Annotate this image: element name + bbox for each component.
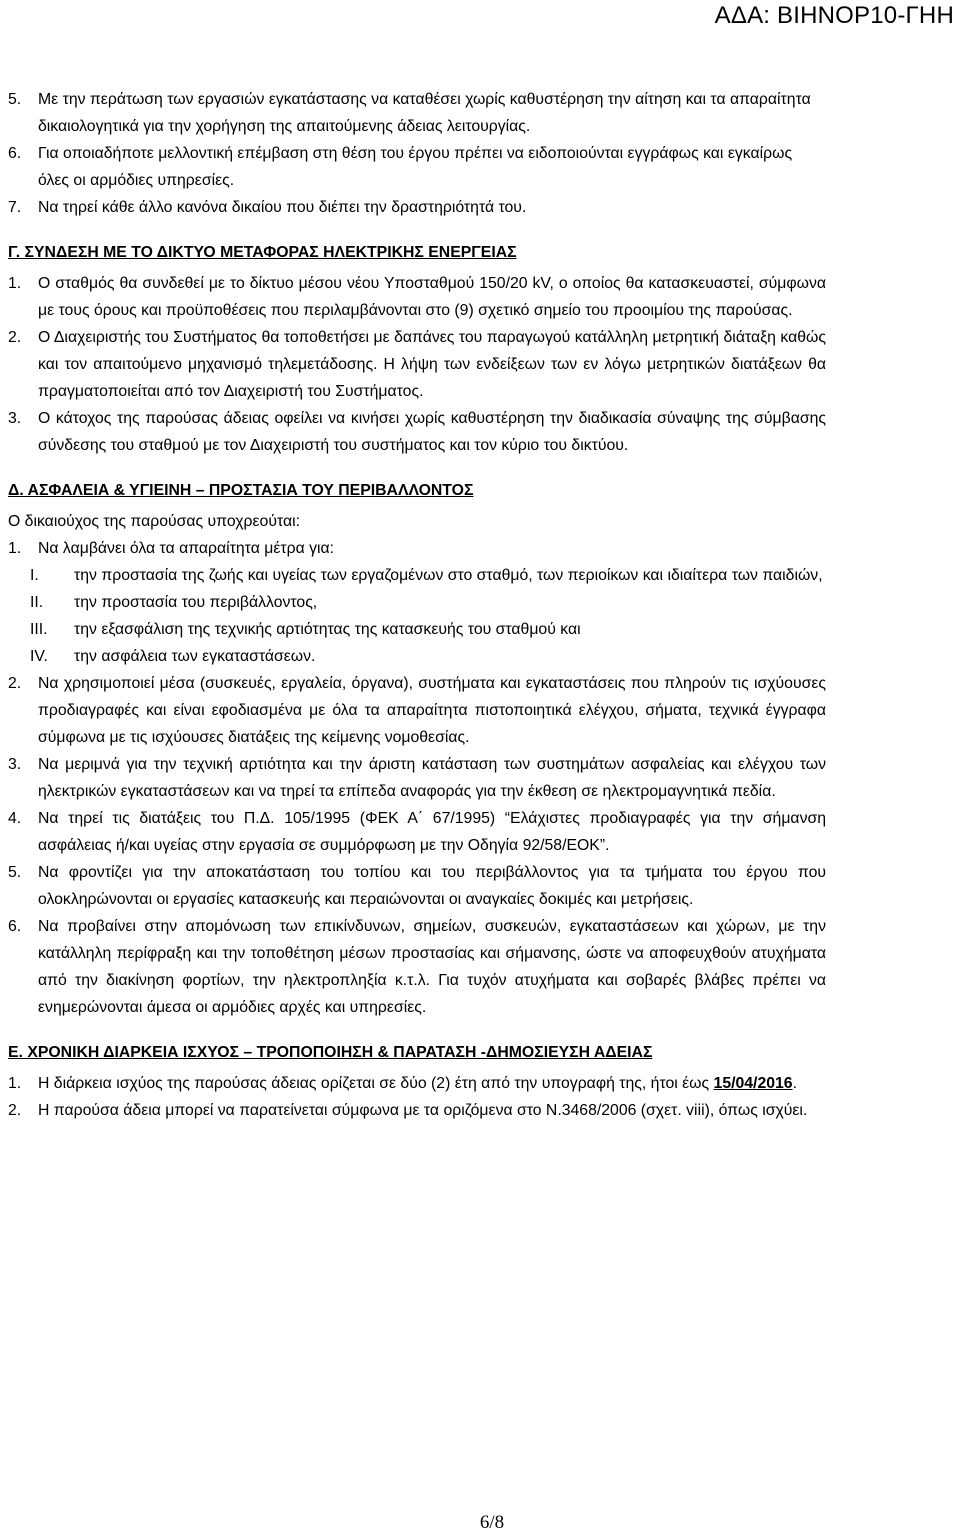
roman-list-item (8, 589, 826, 616)
list-item (8, 405, 826, 459)
item-text: Να τηρεί τις διατάξεις του Π.Δ. 105/1995 (ΦΕΚ Α΄ 67/1995) “Ελάχιστες προδιαγραφές για την σήμανση ασφάλειας ή/και υγείας στην εργασία σε συμμόρφωση με την Οδηγία 92/58/ΕΟΚ”. (38, 810, 826, 854)
section-d-lead: Ο δικαιούχος της παρούσας υποχρεούται: (8, 513, 301, 530)
list-item (8, 805, 826, 859)
section-g-heading: Γ. ΣΥΝΔΕΣΗ ΜΕ ΤΟ ΔΙΚΤΥΟ ΜΕΤΑΦΟΡΑΣ ΗΛΕΚΤΡΙΚΗΣ ΕΝΕΡΓΕΙΑΣ (8, 244, 517, 261)
roman-number: II. (30, 594, 44, 611)
item-number: 5. (8, 91, 22, 108)
list-item (8, 270, 826, 324)
item-text: Να τηρεί κάθε άλλο κανόνα δικαίου που διέπει την δραστηριότητά του. (38, 199, 527, 216)
list-item (8, 86, 826, 140)
page-number (0, 1512, 960, 1534)
list-item (8, 535, 826, 562)
item-text (38, 1070, 826, 1097)
item-text: Ο Διαχειριστής του Συστήματος θα τοποθετήσει με δαπάνες του παραγωγού κατάλληλη μετρητική διάταξη καθώς και τον απαιτούμενο μηχανισμό τηλεμετάδοσης. Η λήψη των ενδείξεων των εν λόγω μετρητικών διατάξεων θα πραγματοποιείται από τον Διαχειριστή του Συστήματος. (38, 329, 826, 400)
item-text: την προστασία της ζωής και υγείας των εργαζομένων στο σταθμό, των περιοίκων και ιδιαίτερα των παιδιών, (74, 567, 823, 584)
item-text: Να χρησιμοποιεί μέσα (συσκευές, εργαλεία, όργανα), συστήματα και εγκαταστάσεις που πληρούν τις ισχύουσες προδιαγραφές και είναι εφοδιασμένα με όλα τα απαραίτητα πιστοποιητικά ελέγχου, σήματα, τεχνικά έγγραφα σύμφωνα με τις ισχύουσες διατάξεις της κείμενης νομοθεσίας. (38, 675, 826, 746)
section-e-heading: Ε. ΧΡΟΝΙΚΗ ΔΙΑΡΚΕΙΑ ΙΣΧΥΟΣ – ΤΡΟΠΟΠΟΙΗΣΗ & ΠΑΡΑΤΑΣΗ -ΔΗΜΟΣΙΕΥΣΗ ΑΔΕΙΑΣ (8, 1044, 653, 1061)
roman-list-item (8, 643, 826, 670)
list-item (8, 140, 826, 194)
item-text: την ασφάλεια των εγκαταστάσεων. (74, 648, 316, 665)
spacer (8, 221, 826, 239)
expiry-date: 15/04/2016 (713, 1075, 793, 1092)
item-text: Να λαμβάνει όλα τα απαραίτητα μέτρα για: (38, 540, 335, 557)
item-number: 2. (8, 1102, 22, 1119)
item-number: 7. (8, 199, 22, 216)
list-item (8, 751, 826, 805)
item-number: 6. (8, 145, 22, 162)
ada-code: ΑΔΑ: ΒΙΗΝΟΡ10-ΓΗΗ (714, 2, 954, 29)
item-text: Ο κάτοχος της παρούσας άδειας οφείλει να κινήσει χωρίς καθυστέρηση την διαδικασία σύναψης της σύμβασης σύνδεσης του σταθμού με τον Διαχειριστή του συστήματος και τον κύριο του δικτύου. (38, 410, 826, 454)
item-number: 3. (8, 410, 22, 427)
roman-number: III. (30, 621, 48, 638)
item-number: 2. (8, 329, 22, 346)
roman-number: I. (30, 567, 39, 584)
item-text: Η παρούσα άδεια μπορεί να παρατείνεται σύμφωνα με τα οριζόμενα στο Ν.3468/2006 (σχετ. viii), όπως ισχύει. (38, 1102, 808, 1119)
item-text: Ο σταθμός θα συνδεθεί με το δίκτυο μέσου νέου Υποσταθμού 150/20 kV, ο οποίος θα κατασκευαστεί, σύμφωνα με τους όρους και προϋποθέσεις που περιλαμβάνονται στο (9) σχετικό σημείο του προοιμίου της παρούσας. (38, 275, 826, 319)
list-item (8, 324, 826, 405)
list-item (8, 194, 826, 221)
list-item (8, 1097, 826, 1124)
item-text: Με την περάτωση των εργασιών εγκατάστασης να καταθέσει χωρίς καθυστέρηση την αίτηση και τα απαραίτητα δικαιολογητικά για την χορήγηση της απαιτούμενης άδειας λειτουργίας. (38, 91, 811, 135)
spacer (8, 1021, 826, 1039)
roman-number: IV. (30, 648, 48, 665)
item-number: 6. (8, 918, 22, 935)
intro-list (8, 86, 826, 221)
item-text: την προστασία του περιβάλλοντος, (74, 594, 318, 611)
document-body (8, 86, 826, 1124)
item-number: 1. (8, 1075, 22, 1092)
item-number: 2. (8, 675, 22, 692)
roman-list-item (8, 562, 826, 589)
item-text: την εξασφάλιση της τεχνικής αρτιότητας της κατασκευής του σταθμού και (74, 621, 581, 638)
page-number-text: 6/8 (479, 1512, 505, 1533)
list-item (8, 670, 826, 751)
item-number: 4. (8, 810, 22, 827)
list-item (8, 859, 826, 913)
item-text: Να προβαίνει στην απομόνωση των επικίνδυνων, σημείων, συσκευών, εγκαταστάσεων και χώρων, με την κατάλληλη περίφραξη και την τοποθέτηση μέσων προστασίας και σήμανσης, ώστε να αποφευχθούν ατυχήματα από την διακίνηση φορτίων, την ηλεκτροπληξία κ.τ.λ. Για τυχόν ατυχήματα και σοβαρές βλάβες πρέπει να ενημερώνονται άμεσα οι αρμόδιες αρχές και υπηρεσίες. (38, 918, 826, 1016)
item-text: Για οποιαδήποτε μελλοντική επέμβαση στη θέση του έργου πρέπει να ειδοποιούνται εγγράφως και εγκαίρως όλες οι αρμόδιες υπηρεσίες. (38, 145, 793, 189)
list-item (8, 913, 826, 1021)
section-d-heading: Δ. ΑΣΦΑΛΕΙΑ & ΥΓΙΕΙΝΗ – ΠΡΟΣΤΑΣΙΑ ΤΟΥ ΠΕΡΙΒΑΛΛΟΝΤΟΣ (8, 482, 474, 499)
item-text: Να μεριμνά για την τεχνική αρτιότητα και την άριστη κατάσταση των συστημάτων ασφαλείας και ελέγχου των ηλεκτρικών εγκαταστάσεων και να τηρεί τα επίπεδα αναφοράς για την έκθεση σε ηλεκτρομαγνητικά πεδία. (38, 756, 826, 800)
item-number: 1. (8, 275, 22, 292)
item-text: Να φροντίζει για την αποκατάσταση του τοπίου και του περιβάλλοντος για τα τμήματα του έργου που ολοκληρώνονται οι εργασίες κατασκευής και περαιώνονται οι αναγκαίες δοκιμές και μετρήσεις. (38, 864, 826, 908)
item-number: 5. (8, 864, 22, 881)
list-item (8, 1070, 826, 1097)
roman-list-item (8, 616, 826, 643)
item-text-start: Η διάρκεια ισχύος της παρούσας άδειας ορίζεται σε δύο (2) έτη από την υπογραφή της, ήτοι έως (38, 1075, 714, 1092)
item-text-end: . (792, 1075, 797, 1092)
item-number: 1. (8, 540, 22, 557)
item-number: 3. (8, 756, 22, 773)
spacer (8, 459, 826, 477)
